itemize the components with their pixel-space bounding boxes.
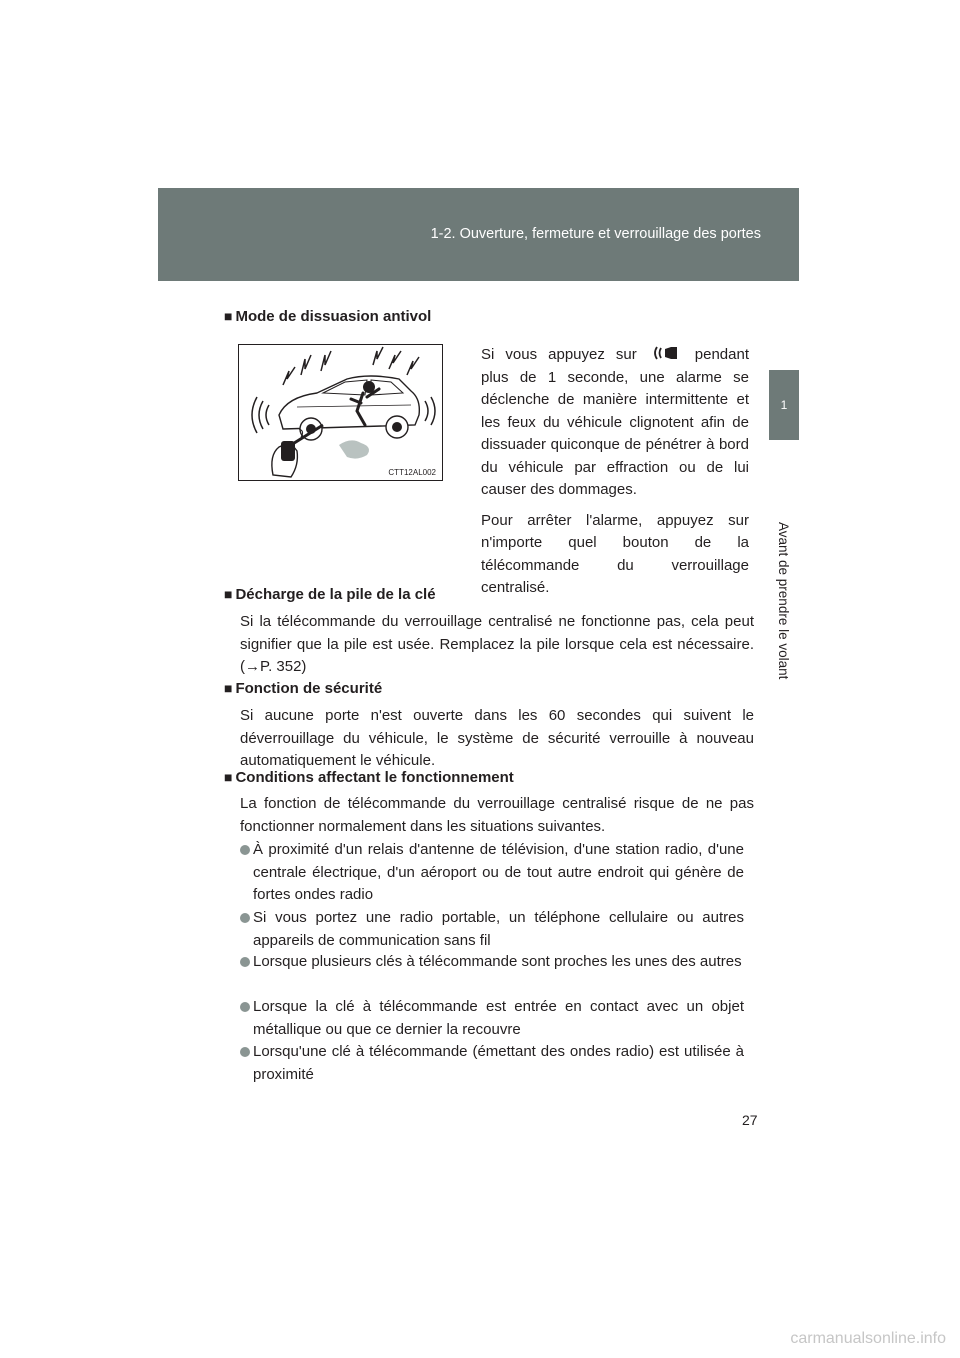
list-item	[240, 996, 744, 1041]
circle-bullet-icon	[240, 957, 250, 967]
chapter-tab-number: 1	[780, 398, 788, 412]
square-bullet-icon: ■	[224, 586, 233, 602]
circle-bullet-icon	[240, 913, 250, 923]
panic-button-icon	[651, 344, 681, 362]
car-alarm-illustration-icon	[239, 345, 442, 480]
figure-code: CTT12AL002	[388, 468, 436, 477]
watermark: carmanualsonline.info	[790, 1330, 946, 1347]
antitheft-stop-paragraph: Pour arrêter l'alarme, appuyez sur n'importe quel bouton de la télécommande du verrouillage centralisé.	[481, 511, 749, 596]
square-bullet-icon: ■	[224, 308, 233, 324]
list-item-text: Lorsqu'une clé à télécommande (émettant des ondes radio) est utilisée à proximité	[253, 1043, 744, 1083]
battery-text: Si la télécommande du verrouillage centralisé ne fonctionne pas, cela peut signifier que la pile est usée. Remplacez la pile lorsque cela est nécessaire. (→P. 352)	[240, 613, 754, 675]
square-bullet-icon: ■	[224, 769, 233, 785]
section-heading-text: Décharge de la pile de la clé	[235, 586, 436, 603]
section-heading-text: Conditions affectant le fonctionnement	[235, 769, 514, 786]
chapter-header-bar	[158, 188, 799, 281]
antitheft-text-after-icon: pendant plus de 1 seconde, une alarme se déclenche de manière intermittente et les feux du véhicule clignotent afin de dissuader quiconque de pénétrer à bord du véhicule par effraction ou de lui causer des dommages.	[481, 346, 749, 498]
antitheft-text-before-icon: Si vous appuyez sur	[481, 346, 637, 363]
section-heading-text: Fonction de sécurité	[235, 680, 383, 697]
chapter-tab	[769, 370, 799, 440]
list-item	[240, 839, 744, 907]
page-number: 27	[742, 1112, 758, 1128]
chapter-side-label-text: Avant de prendre le volant	[776, 522, 791, 680]
chapter-title: 1-2. Ouverture, fermeture et verrouillage des portes	[430, 226, 761, 242]
section-heading-antitheft	[224, 308, 431, 325]
antitheft-description	[481, 344, 749, 600]
list-item	[240, 1041, 744, 1086]
circle-bullet-icon	[240, 845, 250, 855]
antitheft-paragraph	[481, 344, 749, 502]
list-item-text: À proximité d'un relais d'antenne de télévision, d'une station radio, d'une centrale électrique, d'un aéroport ou de tout autre endroit qui génère de fortes ondes radio	[253, 841, 744, 903]
section-heading-security	[224, 680, 382, 697]
security-text: Si aucune porte n'est ouverte dans les 60 secondes qui suivent le déverrouillage du véhicule, le système de sécurité verrouille à nouveau automatiquement le véhicule.	[240, 707, 754, 769]
conditions-text: La fonction de télécommande du verrouillage centralisé risque de ne pas fonctionner normalement dans les situations suivantes.	[240, 795, 754, 835]
alarm-illustration	[238, 344, 443, 481]
list-item-text: Si vous portez une radio portable, un téléphone cellulaire ou autres appareils de communication sans fil	[253, 909, 744, 949]
list-item	[240, 951, 744, 974]
section-heading-battery	[224, 586, 436, 603]
list-item-text: Lorsque la clé à télécommande est entrée en contact avec un objet métallique ou que ce dernier la recouvre	[253, 998, 744, 1038]
section-heading-conditions	[224, 769, 514, 786]
section-heading-text: Mode de dissuasion antivol	[235, 308, 432, 325]
list-item	[240, 907, 744, 952]
square-bullet-icon: ■	[224, 680, 233, 696]
circle-bullet-icon	[240, 1002, 250, 1012]
list-item-text: Lorsque plusieurs clés à télécommande sont proches les unes des autres	[253, 953, 742, 970]
circle-bullet-icon	[240, 1047, 250, 1057]
